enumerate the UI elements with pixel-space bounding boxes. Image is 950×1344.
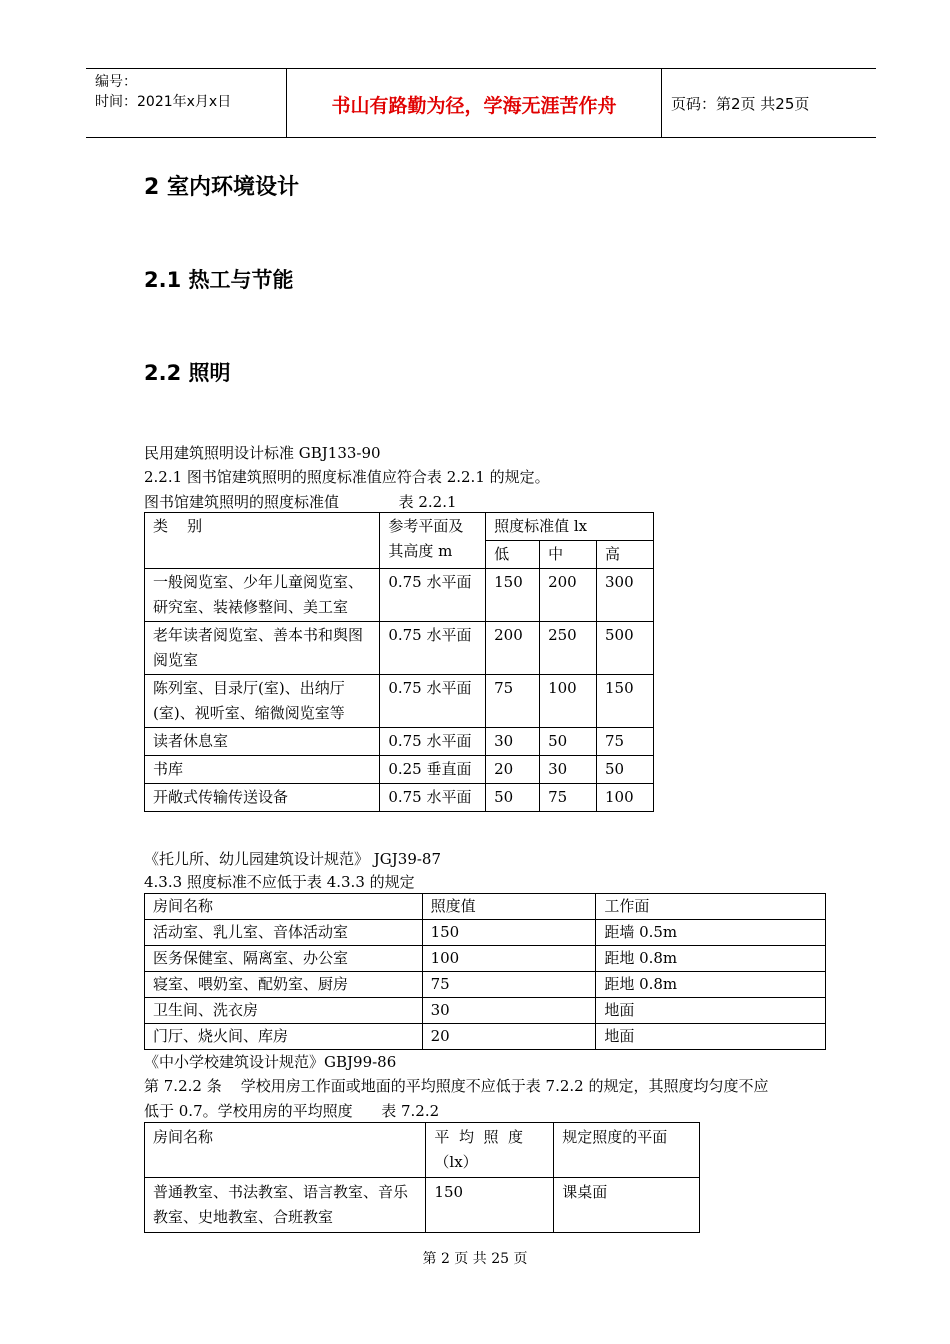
table-row xyxy=(145,1024,826,1050)
cell-name: 读者休息室 xyxy=(145,728,380,756)
cell-high: 150 xyxy=(597,675,654,728)
clause-4-3-3: 4.3.3 照度标准不应低于表 4.3.3 的规定 xyxy=(144,873,415,891)
cell-mid: 30 xyxy=(540,756,597,784)
cell-low: 200 xyxy=(486,622,540,675)
cell-low: 75 xyxy=(486,675,540,728)
cell-lux: 75 xyxy=(422,972,596,998)
cell-mid: 75 xyxy=(540,784,597,812)
header-lux: 照度标准值 lx xyxy=(486,513,654,541)
cell-lux: 20 xyxy=(422,1024,596,1050)
page-footer: 第 2 页 共 25 页 xyxy=(422,1251,528,1267)
cell-plane: 0.75 水平面 xyxy=(380,569,486,622)
header-room: 房间名称 xyxy=(145,1123,426,1178)
header-page: 页码：第2页 共25页 xyxy=(671,95,810,113)
cell-plane: 0.75 水平面 xyxy=(380,622,486,675)
cell-low: 30 xyxy=(486,728,540,756)
table-row xyxy=(145,622,654,675)
cell-high: 75 xyxy=(597,728,654,756)
heading-2-1: 2.1 热工与节能 xyxy=(144,268,294,292)
header-plane: 规定照度的平面 xyxy=(554,1123,700,1178)
table-row xyxy=(145,1178,700,1233)
cell-plane: 地面 xyxy=(596,1024,826,1050)
clause-2-2-1: 2.2.1 图书馆建筑照明的照度标准值应符合表 2.2.1 的规定。 xyxy=(144,468,550,486)
cell-lux: 150 xyxy=(422,920,596,946)
cell-high: 500 xyxy=(597,622,654,675)
cell-plane: 0.75 水平面 xyxy=(380,675,486,728)
header-page-cell xyxy=(661,69,876,137)
header-high: 高 xyxy=(597,541,654,569)
cell-high: 100 xyxy=(597,784,654,812)
cell-name: 书库 xyxy=(145,756,380,784)
cell-mid: 100 xyxy=(540,675,597,728)
cell-plane: 距墙 0.5m xyxy=(596,920,826,946)
table-number: 表 2.2.1 xyxy=(398,493,457,511)
cell-high: 300 xyxy=(597,569,654,622)
header-time: 时间：2021年x月x日 xyxy=(95,94,232,110)
header-meta xyxy=(86,69,286,137)
cell-plane: 0.75 水平面 xyxy=(380,728,486,756)
clause-7-2-2-line1: 第 7.2.2 条 学校用房工作面或地面的平均照度不应低于表 7.2.2 的规定，其照度均匀度不应 xyxy=(144,1077,769,1095)
table-row xyxy=(145,920,826,946)
cell-plane: 课桌面 xyxy=(554,1178,700,1233)
school-lighting-table xyxy=(144,1122,700,1233)
cell-name: 开敞式传输传送设备 xyxy=(145,784,380,812)
cell-plane: 距地 0.8m xyxy=(596,972,826,998)
header-plane: 工作面 xyxy=(596,894,826,920)
header-motto-cell xyxy=(286,69,662,137)
cell-lux: 150 xyxy=(426,1178,554,1233)
clause-7-2-2-line2: 低于 0.7。学校用房的平均照度 表 7.2.2 xyxy=(144,1102,440,1120)
cell-mid: 250 xyxy=(540,622,597,675)
header-room: 房间名称 xyxy=(145,894,423,920)
cell-low: 150 xyxy=(486,569,540,622)
cell-mid: 50 xyxy=(540,728,597,756)
header-category: 类 别 xyxy=(145,513,380,569)
header-lux: 平 均 照 度（lx） xyxy=(426,1123,554,1178)
table-header-row xyxy=(145,1123,700,1178)
cell-lux: 30 xyxy=(422,998,596,1024)
table-row xyxy=(145,728,654,756)
table-row xyxy=(145,569,654,622)
table-row xyxy=(145,756,654,784)
header-motto: 书山有路勤为径，学海无涯苦作舟 xyxy=(331,95,617,117)
header-id: 编号： xyxy=(95,74,137,90)
cell-plane: 0.25 垂直面 xyxy=(380,756,486,784)
cell-name: 一般阅览室、少年儿童阅览室、研究室、装裱修整间、美工室 xyxy=(145,569,380,622)
cell-name: 老年读者阅览室、善本书和舆图阅览室 xyxy=(145,622,380,675)
table-caption-1 xyxy=(144,491,457,512)
standard-title-2: 《托儿所、幼儿园建筑设计规范》 JGJ39-87 xyxy=(144,850,442,868)
cell-plane: 距地 0.8m xyxy=(596,946,826,972)
standard-title-1: 民用建筑照明设计标准 GBJ133-90 xyxy=(144,444,381,462)
table-header-row xyxy=(145,894,826,920)
standard-title-3: 《中小学校建筑设计规范》GBJ99-86 xyxy=(144,1053,397,1071)
header-mid: 中 xyxy=(540,541,597,569)
table-header-row xyxy=(145,513,654,541)
page-header xyxy=(86,68,876,138)
cell-room: 卫生间、洗衣房 xyxy=(145,998,423,1024)
table-row xyxy=(145,946,826,972)
cell-room: 医务保健室、隔离室、办公室 xyxy=(145,946,423,972)
heading-2: 2 室内环境设计 xyxy=(144,175,299,200)
library-lighting-table xyxy=(144,512,654,812)
cell-name: 陈列室、目录厅(室)、出纳厅(室)、视听室、缩微阅览室等 xyxy=(145,675,380,728)
cell-lux: 100 xyxy=(422,946,596,972)
cell-room: 寝室、喂奶室、配奶室、厨房 xyxy=(145,972,423,998)
cell-room: 普通教室、书法教室、语言教室、音乐教室、史地教室、合班教室 xyxy=(145,1178,426,1233)
table-row xyxy=(145,675,654,728)
kindergarten-lighting-table xyxy=(144,893,826,1050)
cell-plane: 地面 xyxy=(596,998,826,1024)
cell-low: 50 xyxy=(486,784,540,812)
table-row xyxy=(145,998,826,1024)
table-caption-text: 图书馆建筑照明的照度标准值 xyxy=(144,493,340,511)
cell-room: 活动室、乳儿室、音体活动室 xyxy=(145,920,423,946)
cell-high: 50 xyxy=(597,756,654,784)
cell-low: 20 xyxy=(486,756,540,784)
heading-2-2: 2.2 照明 xyxy=(144,361,231,385)
cell-plane: 0.75 水平面 xyxy=(380,784,486,812)
header-lux: 照度值 xyxy=(422,894,596,920)
table-row xyxy=(145,972,826,998)
header-ref-plane: 参考平面及其高度 m xyxy=(380,513,486,569)
cell-room: 门厅、烧火间、库房 xyxy=(145,1024,423,1050)
table-row xyxy=(145,784,654,812)
header-low: 低 xyxy=(486,541,540,569)
cell-mid: 200 xyxy=(540,569,597,622)
